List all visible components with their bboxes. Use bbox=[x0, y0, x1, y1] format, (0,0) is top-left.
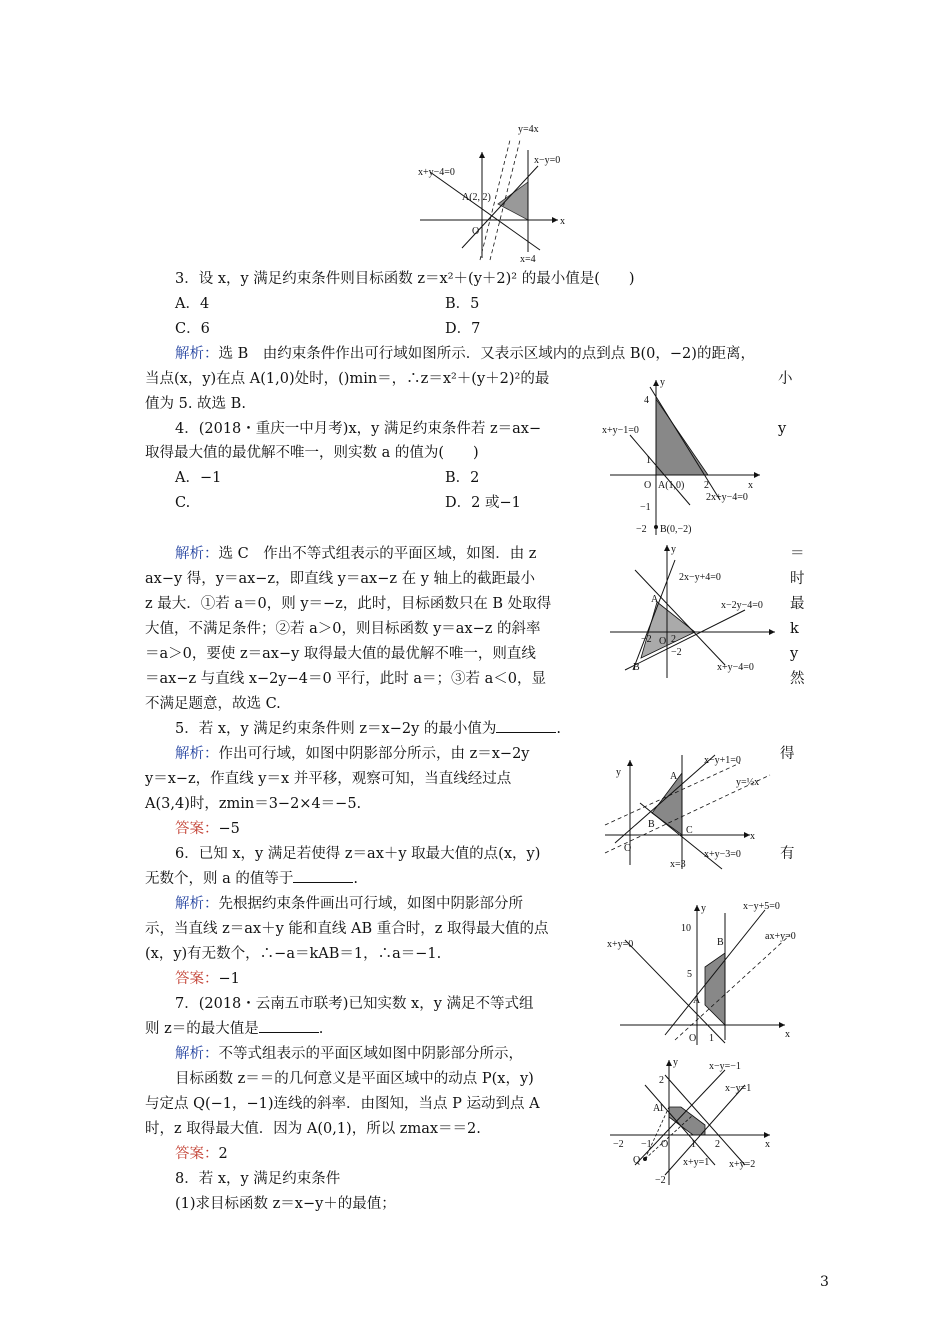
fig3-y-label: y bbox=[616, 767, 621, 778]
q4-analysis-line-5-right: y bbox=[790, 646, 799, 662]
fig4-point-b: B bbox=[717, 937, 724, 948]
fig2-point-a: A bbox=[651, 594, 659, 605]
fig2-tick-ym2: −2 bbox=[671, 647, 682, 658]
fig1-tick-m1: −1 bbox=[640, 502, 651, 513]
q4-analysis-line-3-right: 最 bbox=[790, 596, 805, 612]
q4-analysis-line-6: ＝ax−z 与直线 x−2y−4＝0 平行，此时 a＝；③若 a＜0，显 bbox=[145, 671, 547, 687]
fig3-line-4: x=3 bbox=[670, 859, 686, 870]
q4-analysis-line-1-right: ＝ bbox=[790, 546, 805, 562]
fig1-tick-m2: −2 bbox=[636, 524, 647, 535]
q5-stem: 5．若 x，y 满足约束条件则 z＝x−2y 的最小值为 . bbox=[175, 721, 562, 737]
shaded-region bbox=[656, 399, 708, 475]
q7-analysis-line-3: 与定点 Q(−1，−1)连线的斜率．由图知，当点 P 运动到点 A bbox=[145, 1096, 540, 1112]
q4-stem-line-1: 4．(2018・重庆一中月考)x，y 满足约束条件若 z＝ax− bbox=[175, 421, 542, 437]
q4-option-a: A．−1 bbox=[175, 470, 222, 486]
figure-q7-region bbox=[605, 1055, 780, 1190]
q4-analysis-line-1: 解析：选 C 作出不等式组表示的平面区域，如图．由 z bbox=[175, 546, 537, 562]
q6-stem-line-1-right: 有 bbox=[780, 846, 795, 862]
fig1-y-label: y bbox=[660, 377, 665, 388]
fig2-origin: O bbox=[659, 636, 667, 647]
fig1-tick-4: 4 bbox=[644, 395, 649, 406]
q3-option-d: D．7 bbox=[445, 321, 481, 337]
fig1-origin: O bbox=[644, 480, 652, 491]
label-x-4: x=4 bbox=[520, 254, 536, 265]
q3-analysis-line-3: 值为 5. 故选 B. bbox=[145, 396, 246, 412]
fig5-tick-2: 2 bbox=[659, 1075, 664, 1086]
fig5-tick-1: 1 bbox=[659, 1103, 664, 1114]
q4-stem-line-1-right: y bbox=[778, 421, 787, 437]
fig5-tick-x2: 2 bbox=[715, 1139, 720, 1150]
fig2-line-3: x+y−4=0 bbox=[717, 662, 754, 673]
fig5-tick-xm2: −2 bbox=[613, 1139, 624, 1150]
q7-answer: 答案：2 bbox=[175, 1146, 228, 1162]
q4-analysis-line-5: ＝a＞0，要使 z＝ax−y 取得最大值的最优解不唯一，则直线 bbox=[145, 646, 536, 662]
q4-option-d: D．2 或−1 bbox=[445, 495, 521, 511]
fig3-origin: O bbox=[624, 843, 632, 854]
fig4-point-a: A bbox=[693, 995, 701, 1006]
q7-analysis-line-1: 解析：不等式组表示的平面区域如图中阴影部分所示， bbox=[175, 1046, 523, 1062]
figure-q3-region bbox=[600, 375, 770, 540]
shaded-region bbox=[652, 773, 682, 835]
q4-analysis-line-6-right: 然 bbox=[790, 671, 805, 687]
label-y-4x: y=4x bbox=[518, 124, 539, 135]
fig1-line-2: 2x+y−4=0 bbox=[706, 492, 748, 503]
fig4-origin: O bbox=[689, 1033, 697, 1044]
shaded-region bbox=[641, 602, 695, 658]
fig1-line-1: x+y−1=0 bbox=[602, 425, 639, 436]
fig4-tick-1: 1 bbox=[709, 1033, 714, 1044]
q6-analysis-line-3: (x，y)有无数个，∴−a＝kAB＝1，∴a＝−1. bbox=[145, 946, 442, 962]
fig5-x-label: x bbox=[765, 1139, 770, 1150]
fig2-y-label: y bbox=[671, 544, 676, 555]
q6-answer-blank bbox=[293, 870, 353, 883]
fig5-tick-x1: 1 bbox=[691, 1139, 696, 1150]
fig2-point-b: B bbox=[633, 662, 640, 673]
fig3-point-c: C bbox=[686, 825, 693, 836]
q5-answer-blank bbox=[496, 720, 556, 733]
fig5-tick-xm1: −1 bbox=[641, 1139, 652, 1150]
page-number: 3 bbox=[820, 1274, 829, 1290]
fig4-line-3: x+y=0 bbox=[607, 939, 634, 950]
q6-analysis-line-1: 解析：先根据约束条件画出可行域，如图中阴影部分所 bbox=[175, 896, 523, 912]
label-origin: O bbox=[472, 226, 480, 237]
fig2-line-1: 2x−y+4=0 bbox=[679, 572, 721, 583]
q7-answer-blank bbox=[259, 1020, 319, 1033]
q3-analysis-label: 解析： bbox=[175, 346, 219, 362]
q8-stem: 8．若 x，y 满足约束条件 bbox=[175, 1171, 341, 1187]
q8-sub-1: (1)求目标函数 z＝x−y＋的最值； bbox=[175, 1196, 396, 1212]
q4-analysis-line-3: z 最大．①若 a＝0，则 y＝−z，此时，目标函数只在 B 处取得 bbox=[145, 596, 552, 612]
fig3-line-3: x+y−3=0 bbox=[704, 849, 741, 860]
fig5-origin: O bbox=[661, 1139, 669, 1150]
fig4-y-label: y bbox=[701, 903, 706, 914]
fig4-line-1: x−y+5=0 bbox=[743, 901, 780, 912]
label-x-plus-y: x+y−4=0 bbox=[418, 167, 455, 178]
q5-analysis-line-1-right: 得 bbox=[780, 746, 795, 762]
fig4-tick-5: 5 bbox=[687, 969, 692, 980]
fig3-point-a: A bbox=[670, 771, 678, 782]
fig3-line-2: y=½x bbox=[736, 777, 760, 788]
fig3-line-1: x−y+1=0 bbox=[704, 755, 741, 766]
fig4-line-2: ax+y=0 bbox=[765, 931, 796, 942]
fig3-x-label: x bbox=[750, 831, 755, 842]
fig2-tick-m2: −2 bbox=[641, 634, 652, 645]
fig5-point-a: A bbox=[653, 1103, 661, 1114]
fig1-x-label: x bbox=[748, 480, 753, 491]
figure-q6-region bbox=[605, 895, 805, 1045]
q4-stem-line-2: 取得最大值的最优解不唯一，则实数 a 的值为( ) bbox=[145, 445, 479, 461]
figure-feasible-region-top bbox=[410, 120, 580, 265]
fig4-x-label: x bbox=[785, 1029, 790, 1040]
q6-stem-line-2: 无数个，则 a 的值等于 . bbox=[145, 871, 358, 887]
q7-analysis-line-2: 目标函数 z＝＝的几何意义是平面区域中的动点 P(x，y) bbox=[175, 1071, 534, 1087]
fig3-point-b: B bbox=[648, 819, 655, 830]
fig1-point-a: A(1,0) bbox=[658, 480, 685, 491]
q5-analysis-line-1: 解析：作出可行域，如图中阴影部分所示，由 z＝x−2y bbox=[175, 746, 530, 762]
q3-option-b: B．5 bbox=[445, 296, 480, 312]
fig5-line-1: x−y=−1 bbox=[709, 1061, 741, 1072]
fig2-tick-2: 2 bbox=[671, 634, 676, 645]
label-x-minus-y: x−y=0 bbox=[534, 155, 561, 166]
q7-stem-line-1: 7．(2018・云南五市联考)已知实数 x，y 满足不等式组 bbox=[175, 996, 534, 1012]
figure-q4-region bbox=[605, 540, 780, 680]
q4-option-c: C. bbox=[175, 495, 191, 511]
fig1-tick-2: 2 bbox=[704, 480, 709, 491]
q4-analysis-line-4: 大值，不满足条件；②若 a＞0，则目标函数 y＝ax−z 的斜率 bbox=[145, 621, 541, 637]
label-x-axis: x bbox=[560, 216, 565, 227]
q5-analysis-line-2: y＝x−z，作直线 y＝x 并平移，观察可知，当直线经过点 bbox=[145, 771, 512, 787]
q3-option-a: A．4 bbox=[175, 296, 210, 312]
q4-analysis-line-2-right: 时 bbox=[790, 571, 805, 587]
q6-analysis-line-2: 示，当直线 z＝ax＋y 能和直线 AB 重合时，z 取得最大值的点 bbox=[145, 921, 549, 937]
q4-analysis-line-7: 不满足题意，故选 C. bbox=[145, 696, 281, 712]
q4-option-b: B．2 bbox=[445, 470, 480, 486]
q5-analysis-line-3: A(3,4)时，zmin＝3−2×4＝−5. bbox=[145, 796, 362, 812]
q7-analysis-line-4: 时，z 取得最大值．因为 A(0,1)，所以 zmax＝＝2. bbox=[145, 1121, 481, 1137]
fig5-line-3: x+y=1 bbox=[683, 1157, 710, 1168]
q3-analysis-line-2: 当点(x，y)在点 A(1,0)处时，()min＝，∴z＝x²＋(y＋2)²的最 bbox=[145, 371, 550, 387]
fig5-y-label: y bbox=[673, 1057, 678, 1068]
q3-option-c: C．6 bbox=[175, 321, 210, 337]
q5-answer: 答案：−5 bbox=[175, 821, 240, 837]
fig1-tick-1: 1 bbox=[646, 455, 651, 466]
label-point-a: A(2, 2) bbox=[462, 192, 491, 203]
fig5-line-2: x−y=1 bbox=[725, 1083, 752, 1094]
q3-stem: 3．设 x，y 满足约束条件则目标函数 z＝x²＋(y＋2)² 的最小值是( ) bbox=[175, 271, 635, 287]
q4-analysis-line-2: ax−y 得，y＝ax−z，即直线 y＝ax−z 在 y 轴上的截距最小 bbox=[145, 571, 536, 587]
q7-stem-line-2: 则 z＝的最大值是 . bbox=[145, 1021, 324, 1037]
shaded-region bbox=[498, 182, 528, 220]
fig5-tick-ym2: −2 bbox=[655, 1175, 666, 1186]
fig5-line-4: x+y=2 bbox=[729, 1159, 756, 1170]
fig4-tick-10: 10 bbox=[681, 923, 691, 934]
q6-stem-line-1: 6．已知 x，y 满足若使得 z＝ax＋y 取最大值的点(x，y) bbox=[175, 846, 541, 862]
fig1-point-b: B(0,−2) bbox=[660, 524, 692, 535]
q3-analysis-line-1: 解析：选 B 由约束条件作出可行域如图所示．又表示区域内的点到点 B(0，−2)的距离， bbox=[175, 346, 755, 362]
q6-answer: 答案：−1 bbox=[175, 971, 240, 987]
q3-analysis-line-2-right: 小 bbox=[778, 371, 793, 387]
fig2-line-2: x−2y−4=0 bbox=[721, 600, 763, 611]
fig5-point-q: Q bbox=[633, 1155, 641, 1166]
figure-q5-region bbox=[600, 745, 775, 870]
q4-analysis-line-4-right: k bbox=[790, 621, 799, 637]
